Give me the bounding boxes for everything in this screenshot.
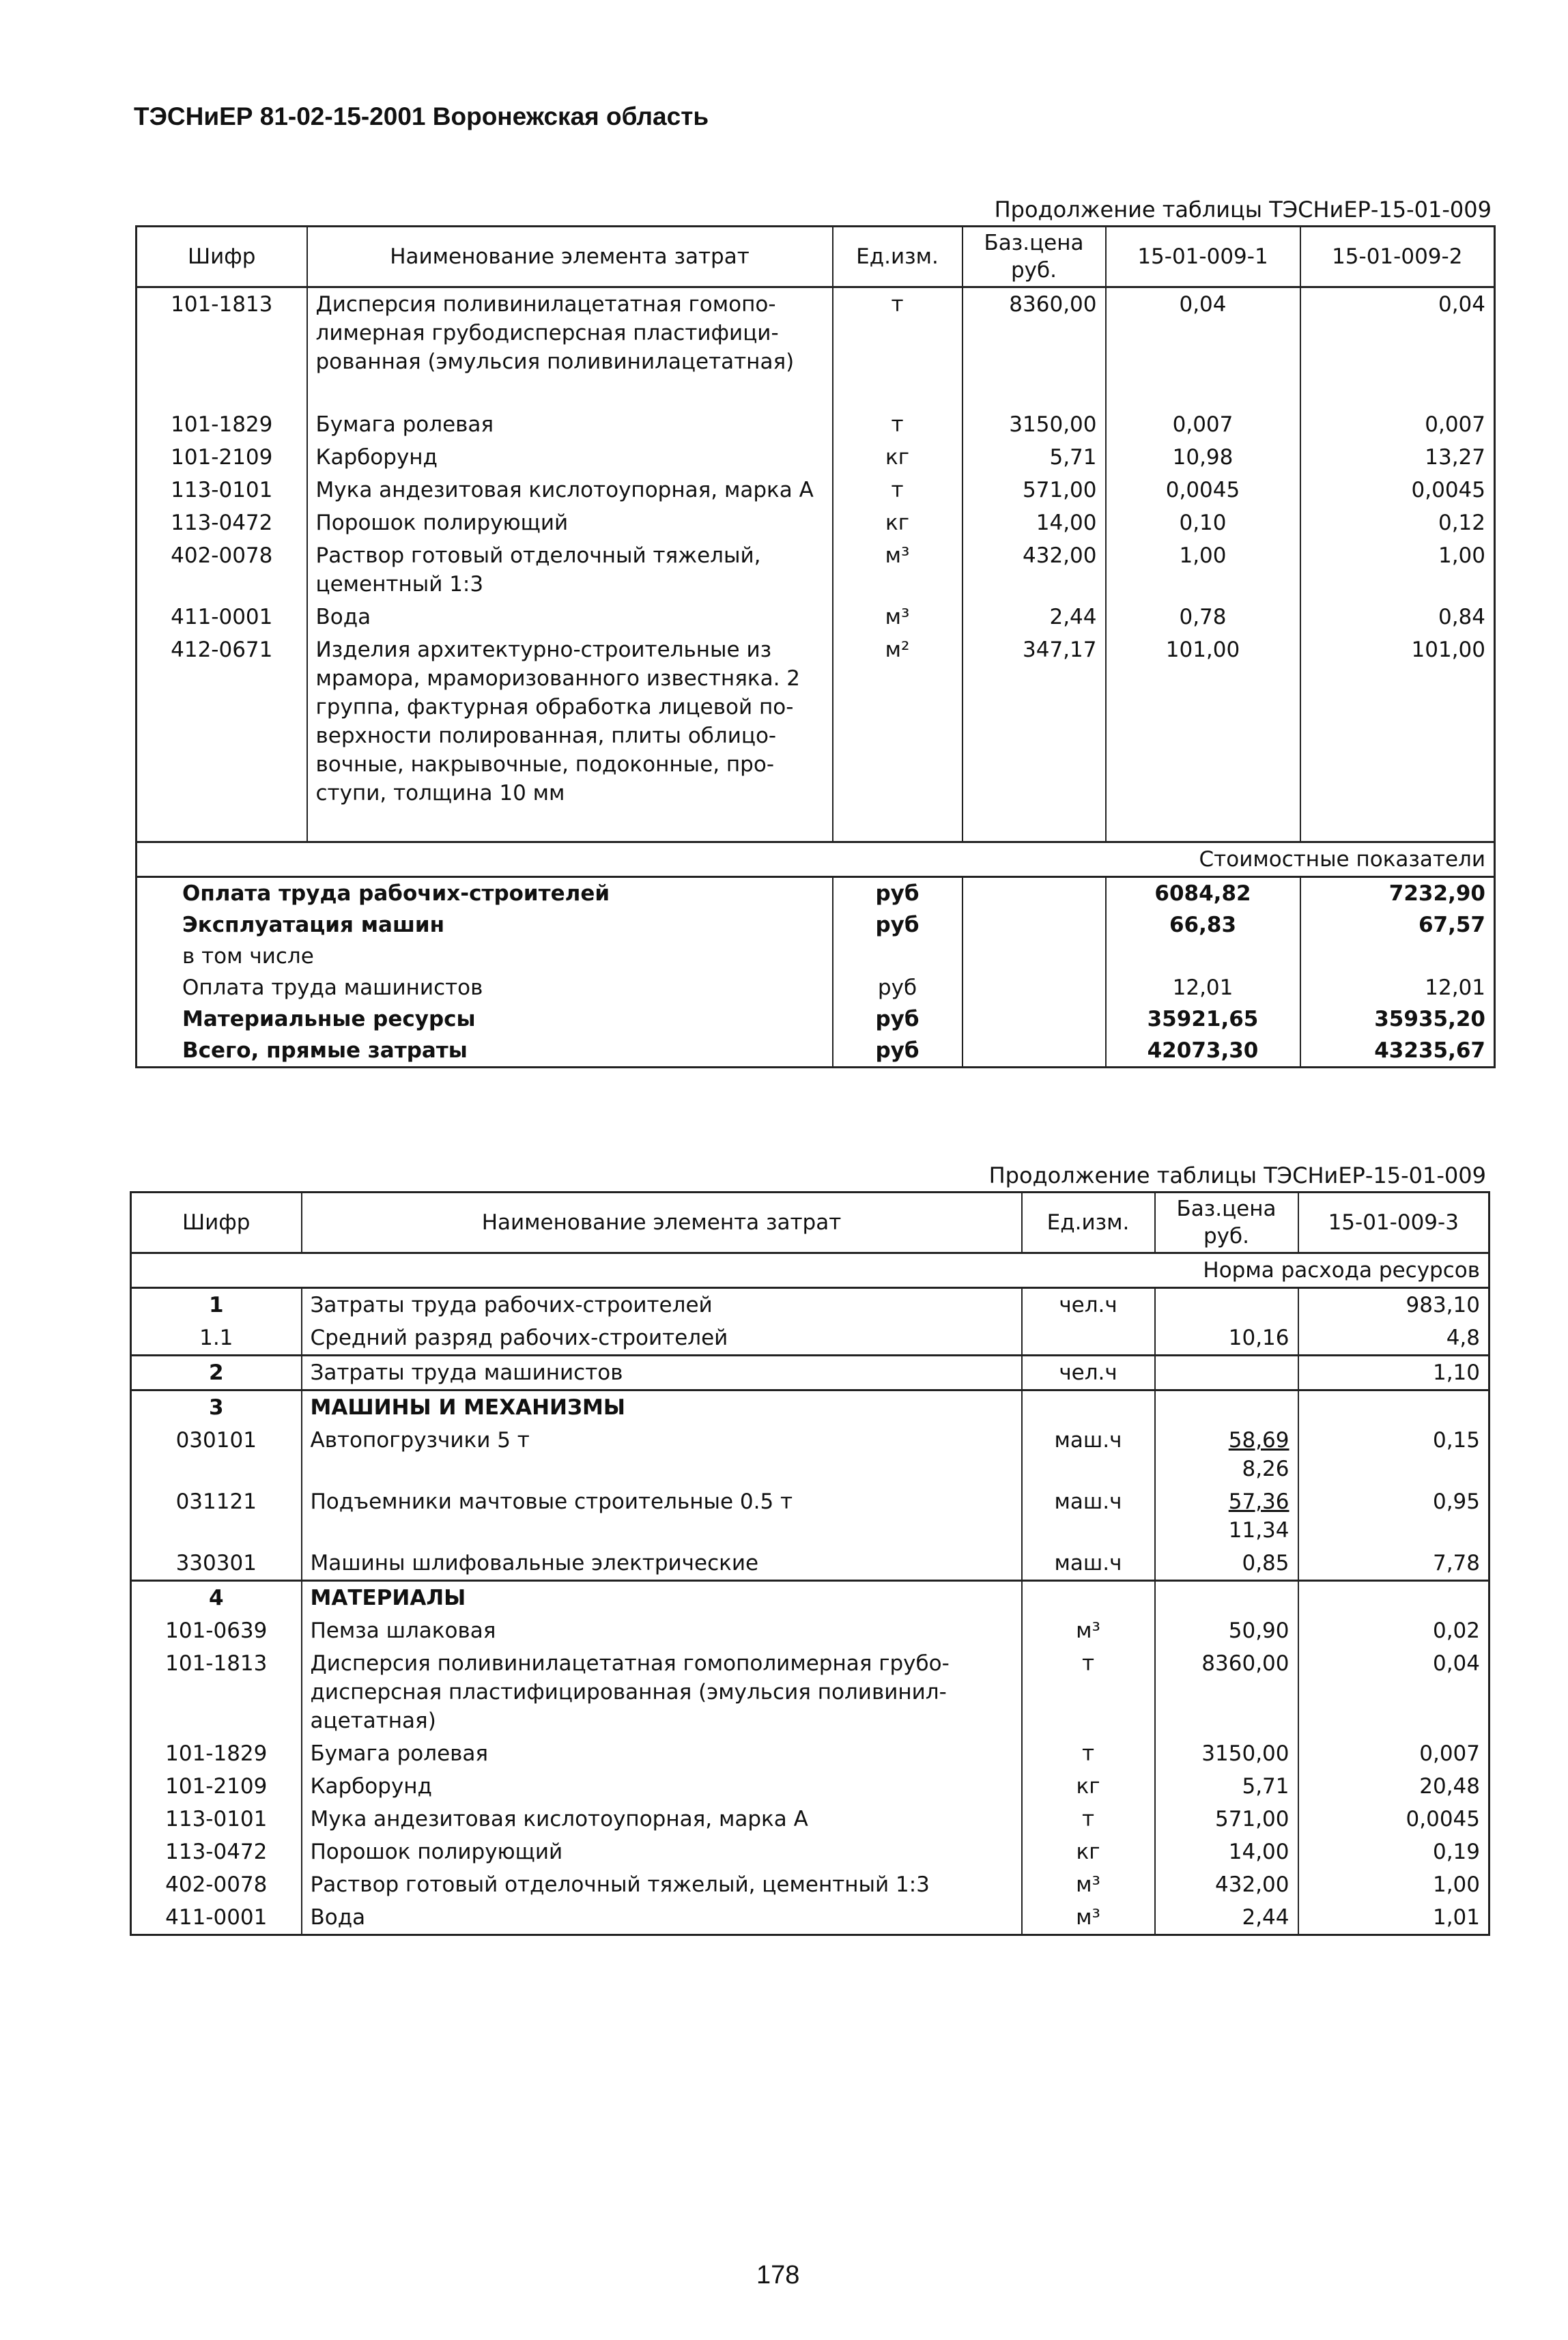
row-price: 432,00 — [963, 539, 1106, 601]
row-unit: м³ — [833, 601, 963, 633]
row-code: 031121 — [131, 1485, 302, 1547]
cost-value-2 — [1300, 941, 1495, 972]
row-price — [1155, 1485, 1298, 1547]
price-value: 432,00 — [1215, 1872, 1289, 1897]
row-unit — [1022, 1390, 1155, 1425]
row-unit: кг — [1022, 1836, 1155, 1868]
row-code: 113-0101 — [131, 1803, 302, 1836]
row-unit — [1022, 1581, 1155, 1615]
cost-unit: руб — [833, 972, 963, 1003]
row-price — [1155, 1868, 1298, 1901]
cost-price-blank — [963, 1003, 1106, 1035]
row-name: Раствор готовый отделочный тяжелый, цементный 1:3 — [302, 1868, 1022, 1901]
row-norm-3: 7,78 — [1298, 1547, 1489, 1581]
table-row — [131, 1581, 1489, 1615]
row-code: 030101 — [131, 1424, 302, 1485]
cost-unit: руб — [833, 909, 963, 941]
row-norm-1: 1,00 — [1106, 539, 1300, 601]
spacer-cell — [963, 810, 1106, 842]
cost-header-blank — [137, 842, 1106, 877]
price-sub-value: 11,34 — [1228, 1518, 1289, 1543]
row-unit: маш.ч — [1022, 1424, 1155, 1485]
row-norm-3 — [1298, 1581, 1489, 1615]
col-header-price: Баз.цена руб. — [1155, 1193, 1298, 1253]
row-unit: чел.ч — [1022, 1356, 1155, 1390]
row-norm-3: 20,48 — [1298, 1770, 1489, 1803]
row-price: 2,44 — [963, 601, 1106, 633]
row-price: 571,00 — [963, 474, 1106, 506]
cost-value-2: 35935,20 — [1300, 1003, 1495, 1035]
row-name: Мука андезитовая кислотоупорная, марка А — [307, 474, 833, 506]
cost-price-blank — [963, 1035, 1106, 1068]
table-row — [131, 1614, 1489, 1647]
row-unit: м³ — [1022, 1614, 1155, 1647]
row-norm-2: 13,27 — [1300, 441, 1495, 474]
row-price — [1155, 1581, 1298, 1615]
row-name: МАШИНЫ И МЕХАНИЗМЫ — [302, 1390, 1022, 1425]
row-norm-3: 4,8 — [1298, 1322, 1489, 1356]
row-unit: т — [833, 287, 963, 409]
table-row — [137, 506, 1495, 539]
row-code: 113-0472 — [131, 1836, 302, 1868]
row-name: Бумага ролевая — [302, 1737, 1022, 1770]
cost-label: в том числе — [137, 941, 833, 972]
row-code: 411-0001 — [137, 601, 307, 633]
row-price — [1155, 1288, 1298, 1322]
table-row — [131, 1390, 1489, 1425]
row-price — [1155, 1424, 1298, 1485]
row-code: 402-0078 — [131, 1868, 302, 1901]
table-row — [131, 1424, 1489, 1485]
table1-body — [137, 287, 1495, 1068]
spacer-cell — [833, 810, 963, 842]
norm-header-blank — [131, 1253, 1155, 1288]
table-row — [137, 474, 1495, 506]
price-value: 0,85 — [1242, 1551, 1289, 1575]
row-norm-1: 0,10 — [1106, 506, 1300, 539]
cost-value-2: 67,57 — [1300, 909, 1495, 941]
cost-price-blank — [963, 909, 1106, 941]
resource-table-2 — [130, 1191, 1490, 1936]
row-name: МАТЕРИАЛЫ — [302, 1581, 1022, 1615]
row-norm-1: 0,04 — [1106, 287, 1300, 409]
cost-unit: руб — [833, 1035, 963, 1068]
row-price: 347,17 — [963, 633, 1106, 810]
row-norm-3 — [1298, 1390, 1489, 1425]
table-row — [137, 601, 1495, 633]
row-unit: т — [833, 408, 963, 441]
cost-row — [137, 941, 1495, 972]
cost-value-1: 12,01 — [1106, 972, 1300, 1003]
row-code: 101-1829 — [137, 408, 307, 441]
table2-header-row — [131, 1193, 1489, 1253]
row-price: 5,71 — [963, 441, 1106, 474]
table-row — [131, 1485, 1489, 1547]
norm-header-label: Норма расхода ресурсов — [1155, 1253, 1489, 1288]
row-unit: кг — [1022, 1770, 1155, 1803]
row-name: Вода — [307, 601, 833, 633]
row-norm-1: 10,98 — [1106, 441, 1300, 474]
cost-price-blank — [963, 877, 1106, 910]
row-code: 3 — [131, 1390, 302, 1425]
row-norm-3: 0,0045 — [1298, 1803, 1489, 1836]
row-name: Раствор готовый отделочный тяжелый, цементный 1:3 — [307, 539, 833, 601]
row-code: 101-1813 — [137, 287, 307, 409]
table-row — [131, 1770, 1489, 1803]
price-value: 58,69 — [1228, 1428, 1289, 1453]
row-name: Дисперсия поливинилацетатная гомопо-лимерная грубодисперсная пластифици-рованная (эмульсия поливинилацетатная) — [307, 287, 833, 409]
row-unit: т — [1022, 1647, 1155, 1737]
table1-header-row — [137, 227, 1495, 287]
row-code: 101-0639 — [131, 1614, 302, 1647]
col-header-unit: Ед.изм. — [1022, 1193, 1155, 1253]
col-header-code: Шифр — [131, 1193, 302, 1253]
price-value: 2,44 — [1242, 1905, 1289, 1930]
row-name: Машины шлифовальные электрические — [302, 1547, 1022, 1581]
spacer-cell — [137, 810, 307, 842]
row-unit: м³ — [833, 539, 963, 601]
row-norm-3: 1,00 — [1298, 1868, 1489, 1901]
row-code: 101-1813 — [131, 1647, 302, 1737]
col-header-code: Шифр — [137, 227, 307, 287]
row-name: Затраты труда машинистов — [302, 1356, 1022, 1390]
col-header-norm-2: 15-01-009-2 — [1300, 227, 1495, 287]
row-norm-3: 1,10 — [1298, 1356, 1489, 1390]
table-row — [131, 1836, 1489, 1868]
table-row — [137, 287, 1495, 409]
row-name: Дисперсия поливинилацетатная гомополимерная грубо-дисперсная пластифицированная (эмульсия поливинил-ацетатная) — [302, 1647, 1022, 1737]
table-row — [131, 1322, 1489, 1356]
cost-value-1: 42073,30 — [1106, 1035, 1300, 1068]
row-norm-2: 0,12 — [1300, 506, 1495, 539]
table-row — [131, 1547, 1489, 1581]
row-price — [1155, 1647, 1298, 1737]
row-price — [1155, 1547, 1298, 1581]
cost-label: Материальные ресурсы — [137, 1003, 833, 1035]
row-code: 1.1 — [131, 1322, 302, 1356]
price-value: 571,00 — [1215, 1807, 1289, 1831]
col-header-norm-3: 15-01-009-3 — [1298, 1193, 1489, 1253]
row-norm-2: 0,007 — [1300, 408, 1495, 441]
row-unit: кг — [833, 441, 963, 474]
spacer-cell — [1106, 810, 1300, 842]
row-unit: кг — [833, 506, 963, 539]
row-name: Мука андезитовая кислотоупорная, марка А — [302, 1803, 1022, 1836]
cost-value-1: 6084,82 — [1106, 877, 1300, 910]
table-row — [131, 1868, 1489, 1901]
row-name: Порошок полирующий — [302, 1836, 1022, 1868]
price-value: 5,71 — [1242, 1774, 1289, 1799]
row-unit: маш.ч — [1022, 1485, 1155, 1547]
row-norm-3: 0,95 — [1298, 1485, 1489, 1547]
row-name: Подъемники мачтовые строительные 0.5 т — [302, 1485, 1022, 1547]
cost-value-1: 35921,65 — [1106, 1003, 1300, 1035]
table-row — [131, 1737, 1489, 1770]
cost-row — [137, 1035, 1495, 1068]
cost-row — [137, 877, 1495, 910]
cost-unit — [833, 941, 963, 972]
table-row — [131, 1647, 1489, 1737]
row-price — [1155, 1770, 1298, 1803]
row-code: 412-0671 — [137, 633, 307, 810]
row-norm-1: 0,0045 — [1106, 474, 1300, 506]
price-value: 50,90 — [1228, 1618, 1289, 1643]
cost-row — [137, 1003, 1495, 1035]
cost-header-label: Стоимостные показатели — [1106, 842, 1495, 877]
cost-label: Всего, прямые затраты — [137, 1035, 833, 1068]
spacer-cell — [1300, 810, 1495, 842]
cost-price-blank — [963, 972, 1106, 1003]
row-price — [1155, 1803, 1298, 1836]
col-header-price: Баз.цена руб. — [963, 227, 1106, 287]
row-price — [1155, 1356, 1298, 1390]
row-price: 14,00 — [963, 506, 1106, 539]
row-norm-2: 0,0045 — [1300, 474, 1495, 506]
price-value: 3150,00 — [1201, 1741, 1289, 1766]
price-sub-value: 8,26 — [1242, 1457, 1289, 1481]
cost-value-2: 43235,67 — [1300, 1035, 1495, 1068]
table-row — [131, 1356, 1489, 1390]
row-name: Вода — [302, 1901, 1022, 1935]
col-header-unit: Ед.изм. — [833, 227, 963, 287]
spacer-row — [137, 810, 1495, 842]
row-norm-3: 983,10 — [1298, 1288, 1489, 1322]
cost-label: Оплата труда машинистов — [137, 972, 833, 1003]
row-norm-2: 101,00 — [1300, 633, 1495, 810]
cost-price-blank — [963, 941, 1106, 972]
table-row — [137, 441, 1495, 474]
row-norm-3: 0,04 — [1298, 1647, 1489, 1737]
cost-unit: руб — [833, 1003, 963, 1035]
row-unit: м² — [833, 633, 963, 810]
row-name: Изделия архитектурно-строительные из мрамора, мраморизованного известняка. 2 группа, фактурная обработка лицевой по-верхности полированная, плиты облицо-вочные, накрывочные, подоконные, про-ступи, толщина 10 мм — [307, 633, 833, 810]
cost-label: Оплата труда рабочих-строителей — [137, 877, 833, 910]
cost-value-2: 12,01 — [1300, 972, 1495, 1003]
page-number: 178 — [756, 2261, 800, 2289]
row-norm-3: 0,02 — [1298, 1614, 1489, 1647]
row-code: 4 — [131, 1581, 302, 1615]
row-price — [1155, 1836, 1298, 1868]
row-norm-1: 101,00 — [1106, 633, 1300, 810]
price-value: 10,16 — [1228, 1326, 1289, 1350]
document-title: ТЭСНиЕР 81-02-15-2001 Воронежская область — [134, 102, 709, 130]
price-value: 57,36 — [1228, 1489, 1289, 1514]
col-header-name: Наименование элемента затрат — [302, 1193, 1022, 1253]
resource-table-1 — [135, 225, 1496, 1068]
cost-header-row — [137, 842, 1495, 877]
row-code: 411-0001 — [131, 1901, 302, 1935]
row-name: Автопогрузчики 5 т — [302, 1424, 1022, 1485]
row-norm-3: 0,007 — [1298, 1737, 1489, 1770]
row-price — [1155, 1614, 1298, 1647]
row-code: 101-2109 — [131, 1770, 302, 1803]
row-norm-2: 0,84 — [1300, 601, 1495, 633]
table-row — [137, 633, 1495, 810]
row-unit: т — [1022, 1737, 1155, 1770]
row-code: 113-0472 — [137, 506, 307, 539]
table-row — [131, 1803, 1489, 1836]
price-value: 14,00 — [1228, 1840, 1289, 1864]
row-code: 101-2109 — [137, 441, 307, 474]
cost-value-1 — [1106, 941, 1300, 972]
row-name: Пемза шлаковая — [302, 1614, 1022, 1647]
row-code: 101-1829 — [131, 1737, 302, 1770]
cost-value-2: 7232,90 — [1300, 877, 1495, 910]
col-header-norm-1: 15-01-009-1 — [1106, 227, 1300, 287]
row-name: Затраты труда рабочих-строителей — [302, 1288, 1022, 1322]
row-code: 2 — [131, 1356, 302, 1390]
cost-unit: руб — [833, 877, 963, 910]
row-unit: м³ — [1022, 1868, 1155, 1901]
row-norm-3: 0,15 — [1298, 1424, 1489, 1485]
row-code: 113-0101 — [137, 474, 307, 506]
table2-body — [131, 1253, 1489, 1935]
table-row — [137, 539, 1495, 601]
row-norm-3: 0,19 — [1298, 1836, 1489, 1868]
row-unit: маш.ч — [1022, 1547, 1155, 1581]
row-name: Карборунд — [307, 441, 833, 474]
row-norm-3: 1,01 — [1298, 1901, 1489, 1935]
row-price — [1155, 1322, 1298, 1356]
row-price: 3150,00 — [963, 408, 1106, 441]
norm-header-row — [131, 1253, 1489, 1288]
row-norm-1: 0,007 — [1106, 408, 1300, 441]
row-code: 1 — [131, 1288, 302, 1322]
row-unit: м³ — [1022, 1901, 1155, 1935]
row-price — [1155, 1901, 1298, 1935]
row-name: Бумага ролевая — [307, 408, 833, 441]
row-norm-2: 1,00 — [1300, 539, 1495, 601]
table-row — [131, 1288, 1489, 1322]
row-unit: т — [833, 474, 963, 506]
spacer-cell — [307, 810, 833, 842]
row-code: 330301 — [131, 1547, 302, 1581]
cost-row — [137, 909, 1495, 941]
row-name: Средний разряд рабочих-строителей — [302, 1322, 1022, 1356]
table2-caption: Продолжение таблицы ТЭСНиЕР-15-01-009 — [988, 1162, 1486, 1188]
row-name: Порошок полирующий — [307, 506, 833, 539]
cost-label: Эксплуатация машин — [137, 909, 833, 941]
cost-value-1: 66,83 — [1106, 909, 1300, 941]
row-norm-2: 0,04 — [1300, 287, 1495, 409]
table-row — [137, 408, 1495, 441]
row-norm-1: 0,78 — [1106, 601, 1300, 633]
row-price — [1155, 1737, 1298, 1770]
row-unit: т — [1022, 1803, 1155, 1836]
row-unit: чел.ч — [1022, 1288, 1155, 1322]
row-name: Карборунд — [302, 1770, 1022, 1803]
table1-caption: Продолжение таблицы ТЭСНиЕР-15-01-009 — [994, 197, 1492, 223]
table-row — [131, 1901, 1489, 1935]
cost-row — [137, 972, 1495, 1003]
row-unit — [1022, 1322, 1155, 1356]
col-header-name: Наименование элемента затрат — [307, 227, 833, 287]
row-price — [1155, 1390, 1298, 1425]
row-code: 402-0078 — [137, 539, 307, 601]
price-value: 8360,00 — [1201, 1651, 1289, 1676]
row-price: 8360,00 — [963, 287, 1106, 409]
